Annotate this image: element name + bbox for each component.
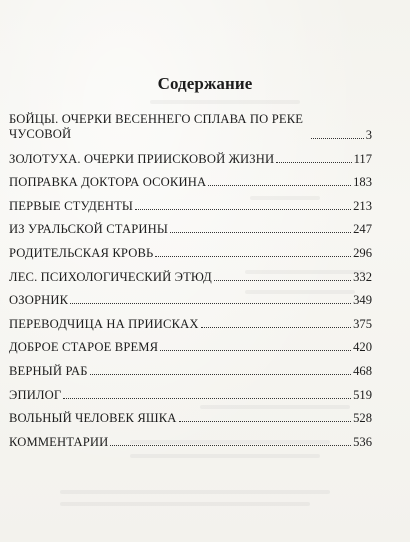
toc-entry[interactable]: [9, 307, 372, 331]
toc-entry-title: ЗОЛОТУХА. ОЧЕРКИ ПРИИСКОВОЙ ЖИЗНИ: [9, 151, 275, 166]
toc-entry-title: ИЗ УРАЛЬСКОЙ СТАРИНЫ: [9, 222, 168, 237]
toc-page-number: 375: [353, 316, 372, 331]
toc-entry-title: ПЕРЕВОДЧИЦА НА ПРИИСКАХ: [9, 316, 199, 331]
toc-page-number: 117: [353, 151, 372, 166]
toc-entry-title: ВОЛЬНЫЙ ЧЕЛОВЕК ЯШКА: [9, 411, 177, 426]
toc-dot-leader: [201, 327, 351, 328]
toc-entry-title: ПЕРВЫЕ СТУДЕНТЫ: [9, 198, 134, 213]
toc-entry-title: ЛЕС. ПСИХОЛОГИЧЕСКИЙ ЭТЮД: [9, 269, 212, 284]
toc-dot-leader: [170, 232, 351, 233]
toc-dot-leader: [276, 162, 351, 163]
toc-page-number: 420: [353, 340, 372, 355]
toc-entry[interactable]: [9, 260, 372, 284]
toc-entry[interactable]: [9, 142, 372, 166]
toc-entry[interactable]: [9, 104, 372, 142]
toc-entry-title: КОММЕНТАРИИ: [9, 434, 109, 449]
toc-page-number: 183: [353, 175, 372, 190]
toc-page-number: 247: [353, 222, 372, 237]
toc-page-number: 332: [353, 269, 372, 284]
toc-dot-leader: [214, 280, 351, 281]
toc-entry-title: ДОБРОЕ СТАРОЕ ВРЕМЯ: [9, 340, 159, 355]
show-through-line: [60, 490, 330, 494]
toc-entry[interactable]: [9, 425, 372, 449]
show-through-line: [60, 502, 310, 506]
toc-page-number: 519: [353, 387, 372, 402]
toc-entry[interactable]: [9, 189, 372, 213]
toc-entry-title: ВЕРНЫЙ РАБ: [9, 363, 88, 378]
toc-dot-leader: [90, 374, 351, 375]
toc-dot-leader: [135, 209, 351, 210]
toc-entry[interactable]: [9, 166, 372, 190]
toc-entry[interactable]: [9, 331, 372, 355]
toc-dot-leader: [179, 421, 352, 422]
toc-entry[interactable]: [9, 213, 372, 237]
show-through-line: [130, 454, 320, 458]
toc-entry[interactable]: [9, 354, 372, 378]
toc-dot-leader: [110, 445, 351, 446]
toc-entry-title: РОДИТЕЛЬСКАЯ КРОВЬ: [9, 245, 154, 260]
table-of-contents: [9, 104, 372, 449]
toc-entry[interactable]: [9, 378, 372, 402]
toc-entry[interactable]: [9, 402, 372, 426]
toc-page-number: 536: [353, 434, 372, 449]
contents-heading: Содержание: [157, 74, 253, 93]
toc-entry-title: БОЙЦЫ. ОЧЕРКИ ВЕСЕННЕГО СПЛАВА ПО РЕКЕ ЧУСОВОЙ: [9, 112, 304, 141]
toc-dot-leader: [160, 350, 351, 351]
toc-entry[interactable]: [9, 236, 372, 260]
toc-dot-leader: [70, 303, 351, 304]
toc-dot-leader: [311, 138, 364, 139]
toc-dot-leader: [63, 398, 351, 399]
toc-page-number: 213: [353, 198, 372, 213]
toc-dot-leader: [208, 185, 351, 186]
toc-page-number: 528: [353, 411, 372, 426]
toc-entry-title: ОЗОРНИК: [9, 293, 69, 308]
toc-entry-title: ПОПРАВКА ДОКТОРА ОСОКИНА: [9, 175, 207, 190]
toc-page-number: 3: [365, 128, 372, 142]
toc-page-number: 296: [353, 245, 372, 260]
toc-entry[interactable]: [9, 284, 372, 308]
toc-dot-leader: [155, 256, 351, 257]
toc-page-number: 349: [353, 293, 372, 308]
toc-entry-title: ЭПИЛОГ: [9, 387, 62, 402]
toc-page-number: 468: [353, 363, 372, 378]
